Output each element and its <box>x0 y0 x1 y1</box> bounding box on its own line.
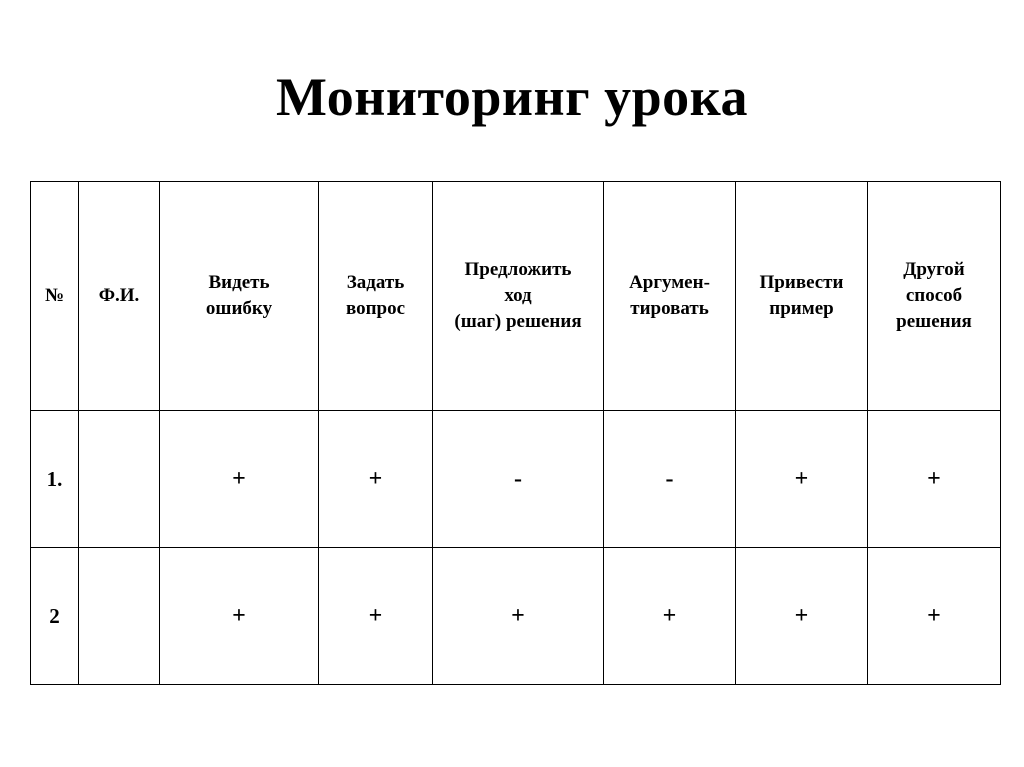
mark-cell: + <box>868 411 1001 548</box>
mark-cell: + <box>160 411 319 548</box>
header-number <box>31 182 79 411</box>
header-propose-step-label: Предложить ход (шаг) решения <box>454 259 582 332</box>
row-name <box>79 411 160 548</box>
row-number: 2 <box>31 548 79 685</box>
header-propose-step <box>433 182 604 411</box>
header-argue-label: Аргумен- тировать <box>629 272 710 319</box>
mark-cell: + <box>319 411 433 548</box>
header-name <box>79 182 160 411</box>
header-give-example-label: Привести пример <box>759 272 844 319</box>
mark-cell: + <box>319 548 433 685</box>
mark-cell: + <box>736 548 868 685</box>
table-header-row <box>31 182 1001 411</box>
header-number-label: № <box>44 285 65 306</box>
mark-cell: + <box>604 548 736 685</box>
row-number: 1. <box>31 411 79 548</box>
header-name-label: Ф.И. <box>98 285 140 306</box>
mark-cell: + <box>868 548 1001 685</box>
mark-cell: + <box>160 548 319 685</box>
mark-cell: - <box>433 411 604 548</box>
header-other-method-label: Другой способ решения <box>896 259 972 332</box>
mark-cell: + <box>736 411 868 548</box>
header-other-method <box>868 182 1001 411</box>
header-ask-question-label: Задать вопрос <box>345 272 406 319</box>
header-argue <box>604 182 736 411</box>
table-row <box>31 411 1001 548</box>
table-row <box>31 548 1001 685</box>
mark-cell: - <box>604 411 736 548</box>
mark-cell: + <box>433 548 604 685</box>
header-see-error <box>160 182 319 411</box>
page-title: Мониторинг урока <box>276 67 748 127</box>
row-name <box>79 548 160 685</box>
header-ask-question <box>319 182 433 411</box>
header-give-example <box>736 182 868 411</box>
monitoring-table <box>30 181 1001 685</box>
header-see-error-label: Видеть ошибку <box>205 272 273 319</box>
